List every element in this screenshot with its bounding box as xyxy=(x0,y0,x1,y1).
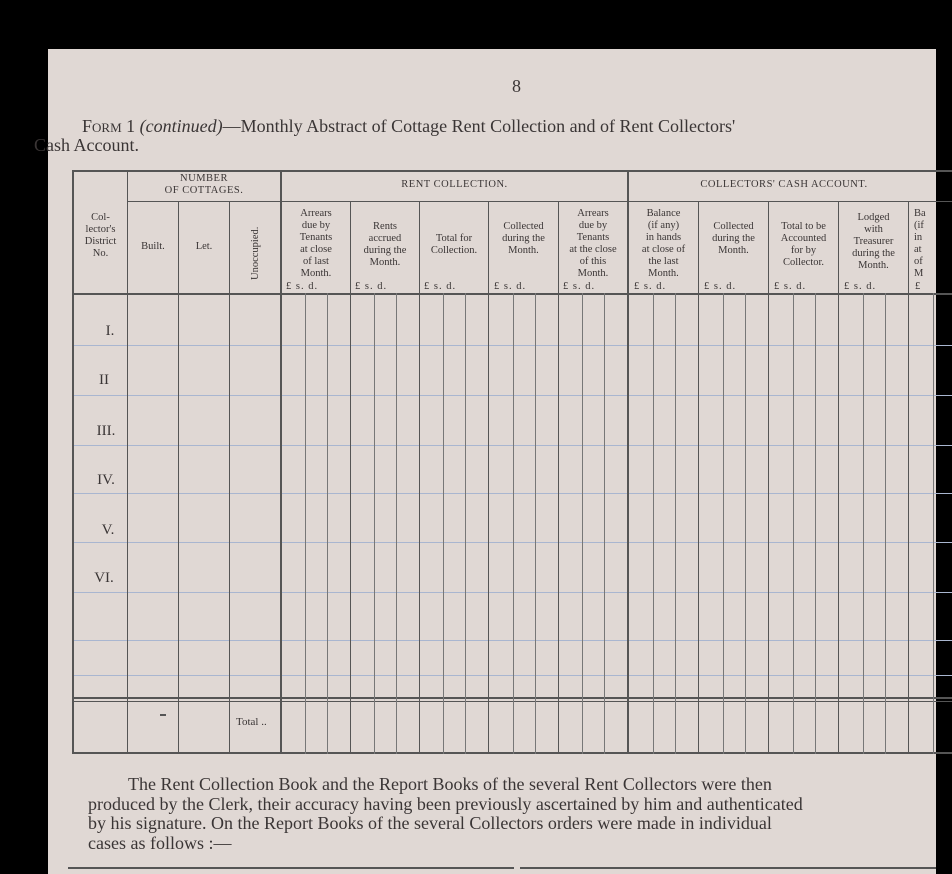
header-line: Month. xyxy=(300,268,332,279)
collected-ca-column-header xyxy=(699,221,768,257)
title-line-1: —Monthly Abstract of Cottage Rent Collection and of Rent Collectors' xyxy=(222,116,736,136)
header-line: of this xyxy=(579,256,607,267)
header-line: Month. xyxy=(369,257,401,268)
lsd-rule xyxy=(863,293,864,754)
lsd-label: £ s. d. xyxy=(355,281,388,292)
header-line: Ba xyxy=(914,208,926,219)
rent-collection-header: RENT COLLECTION. xyxy=(401,179,508,190)
district-row-label: V. xyxy=(101,522,115,538)
lsd-label: £ s. d. xyxy=(494,281,527,292)
paragraph-line-2: produced by the Clerk, their accuracy having been previously ascertained by him and authenticated xyxy=(88,793,803,814)
header-line: of xyxy=(914,256,923,267)
lsd-label: £ s. d. xyxy=(704,281,737,292)
minutes-paragraph xyxy=(88,775,948,853)
built-column-header: Built. xyxy=(141,241,165,252)
balance-partial-column-header xyxy=(914,208,944,280)
lsd-label: £ s. d. xyxy=(424,281,457,292)
lsd-rule xyxy=(513,293,514,754)
total-row-label: Total .. xyxy=(236,716,267,728)
number-of-cottages-line-1: NUMBER xyxy=(180,173,228,184)
lsd-rule xyxy=(653,293,654,754)
column-rule xyxy=(488,201,489,754)
lsd-rule xyxy=(604,293,605,754)
header-line: Tenants xyxy=(299,232,333,243)
form-number: 1 xyxy=(126,116,136,136)
lsd-rule xyxy=(885,293,886,754)
header-line: for by xyxy=(790,245,817,256)
header-line: during the xyxy=(502,233,545,244)
column-rule xyxy=(698,201,699,754)
header-line: Month. xyxy=(718,245,749,256)
ruled-line xyxy=(72,395,952,396)
abstract-table xyxy=(72,170,952,754)
district-row-label: I. xyxy=(105,323,115,339)
lsd-rule xyxy=(535,293,536,754)
column-rule xyxy=(838,201,839,754)
lsd-label: £ s. d. xyxy=(634,281,667,292)
header-line: Collected xyxy=(713,221,754,232)
ruled-line xyxy=(72,493,952,494)
district-column-header xyxy=(74,212,127,260)
header-line: in hands xyxy=(645,232,682,243)
header-line: Total to be xyxy=(781,221,826,232)
header-line: District xyxy=(84,236,117,247)
rents-accrued-column-header xyxy=(351,221,419,269)
lsd-rule xyxy=(443,293,444,754)
next-table-top-rule-left xyxy=(68,867,514,869)
total-accounted-column-header xyxy=(769,221,838,269)
lsd-rule xyxy=(582,293,583,754)
lsd-label: £ xyxy=(915,281,922,292)
next-table-top-rule-right xyxy=(520,867,936,869)
header-line: (if any) xyxy=(647,220,680,231)
column-rule xyxy=(419,201,420,754)
header-line: of last xyxy=(303,256,329,267)
lsd-rule xyxy=(327,293,328,754)
title-line-2: Cash Account. xyxy=(34,135,139,155)
page-number: 8 xyxy=(512,76,521,96)
ruled-line xyxy=(72,445,952,446)
header-line: accrued xyxy=(368,233,402,244)
ruled-line xyxy=(72,542,952,543)
header-line: Accounted xyxy=(780,233,827,244)
column-rule xyxy=(350,201,351,754)
header-line: Month. xyxy=(577,268,609,279)
header-line: due by xyxy=(578,220,608,231)
paragraph-line-4: cases as follows :— xyxy=(88,832,232,853)
header-line: Col- xyxy=(91,212,110,223)
lsd-rule xyxy=(745,293,746,754)
header-line: M xyxy=(914,268,924,279)
header-line: No. xyxy=(92,248,109,259)
paragraph-line-3: by his signature. On the Report Books of the several Collectors orders were made in individual xyxy=(88,813,772,833)
header-line: at the close xyxy=(569,244,617,255)
lsd-label: £ s. d. xyxy=(286,281,319,292)
lsd-rule xyxy=(933,293,934,754)
column-rule xyxy=(908,201,909,754)
lsd-rule xyxy=(305,293,306,754)
district-row-label: III. xyxy=(96,423,116,439)
arrears-due-column-header xyxy=(282,208,350,280)
header-line: Collection. xyxy=(430,245,478,256)
total-top-rule-2 xyxy=(72,701,952,702)
ruled-line xyxy=(72,640,952,641)
header-line: during the xyxy=(852,248,895,259)
header-line: during the xyxy=(712,233,755,244)
header-line: Total for xyxy=(435,233,473,244)
header-line: at xyxy=(914,244,922,255)
header-line: Collector. xyxy=(782,257,825,268)
lodged-column-header xyxy=(839,212,908,272)
ruled-line xyxy=(72,345,952,346)
header-line: the last xyxy=(648,256,679,267)
header-line: Lodged xyxy=(857,212,890,223)
header-line: with xyxy=(864,224,883,235)
lsd-label: £ s. d. xyxy=(563,281,596,292)
header-line: during the xyxy=(363,245,407,256)
lsd-rule xyxy=(374,293,375,754)
table-bottom-rule xyxy=(72,752,952,754)
header-line: lector's xyxy=(85,224,116,235)
header-line: Month. xyxy=(648,268,679,279)
built-column-rule xyxy=(178,201,179,754)
district-row-label: IV. xyxy=(97,472,115,488)
table-top-rule xyxy=(72,170,952,172)
lsd-rule xyxy=(815,293,816,754)
form-continued: (continued) xyxy=(139,116,223,136)
header-line: in xyxy=(914,232,923,243)
collected-rc-column-header xyxy=(489,221,558,257)
header-line: Treasurer xyxy=(853,236,894,247)
header-line: at close of xyxy=(641,244,686,255)
total-top-rule xyxy=(72,697,952,699)
column-rule xyxy=(768,201,769,754)
lsd-rule xyxy=(396,293,397,754)
header-line: Month. xyxy=(508,245,539,256)
lsd-rule xyxy=(675,293,676,754)
header-line: Month. xyxy=(858,260,889,271)
arrears-close-column-header xyxy=(559,208,627,280)
column-rule xyxy=(558,201,559,754)
header-bottom-rule xyxy=(72,293,952,295)
ruled-line xyxy=(72,675,952,676)
lsd-rule xyxy=(465,293,466,754)
unoccupied-column-header: Unoccupied. xyxy=(250,226,261,280)
paragraph-line-1: The Rent Collection Book and the Report Books of the several Rent Collectors were then xyxy=(128,774,772,794)
lsd-rule xyxy=(723,293,724,754)
header-line: (if xyxy=(914,220,924,231)
number-of-cottages-header xyxy=(128,173,280,197)
balance-column-header xyxy=(629,208,698,280)
lsd-rule xyxy=(793,293,794,754)
header-line: Collected xyxy=(503,221,544,232)
form-label: Form xyxy=(82,116,122,136)
let-column-header: Let. xyxy=(195,241,213,252)
header-line: Arrears xyxy=(300,208,332,219)
header-line: at close xyxy=(300,244,332,255)
district-row-label: VI. xyxy=(94,570,114,586)
lsd-label: £ s. d. xyxy=(774,281,807,292)
lsd-label: £ s. d. xyxy=(844,281,877,292)
header-line: Arrears xyxy=(577,208,609,219)
number-of-cottages-line-2: OF COTTAGES. xyxy=(164,185,244,196)
ink-mark xyxy=(160,714,166,716)
document-page xyxy=(34,49,936,874)
let-column-rule xyxy=(229,201,230,754)
header-line: Balance xyxy=(646,208,681,219)
ruled-line xyxy=(72,592,952,593)
header-line: Rents xyxy=(373,221,397,232)
total-collection-column-header xyxy=(420,233,488,257)
form-title xyxy=(34,116,942,155)
group-header-rule xyxy=(128,201,952,202)
district-row-label: II xyxy=(99,372,109,388)
header-line: Tenants xyxy=(576,232,610,243)
header-line: due by xyxy=(301,220,331,231)
cash-account-header: COLLECTORS' CASH ACCOUNT. xyxy=(700,179,868,190)
district-column-rule xyxy=(127,170,128,754)
